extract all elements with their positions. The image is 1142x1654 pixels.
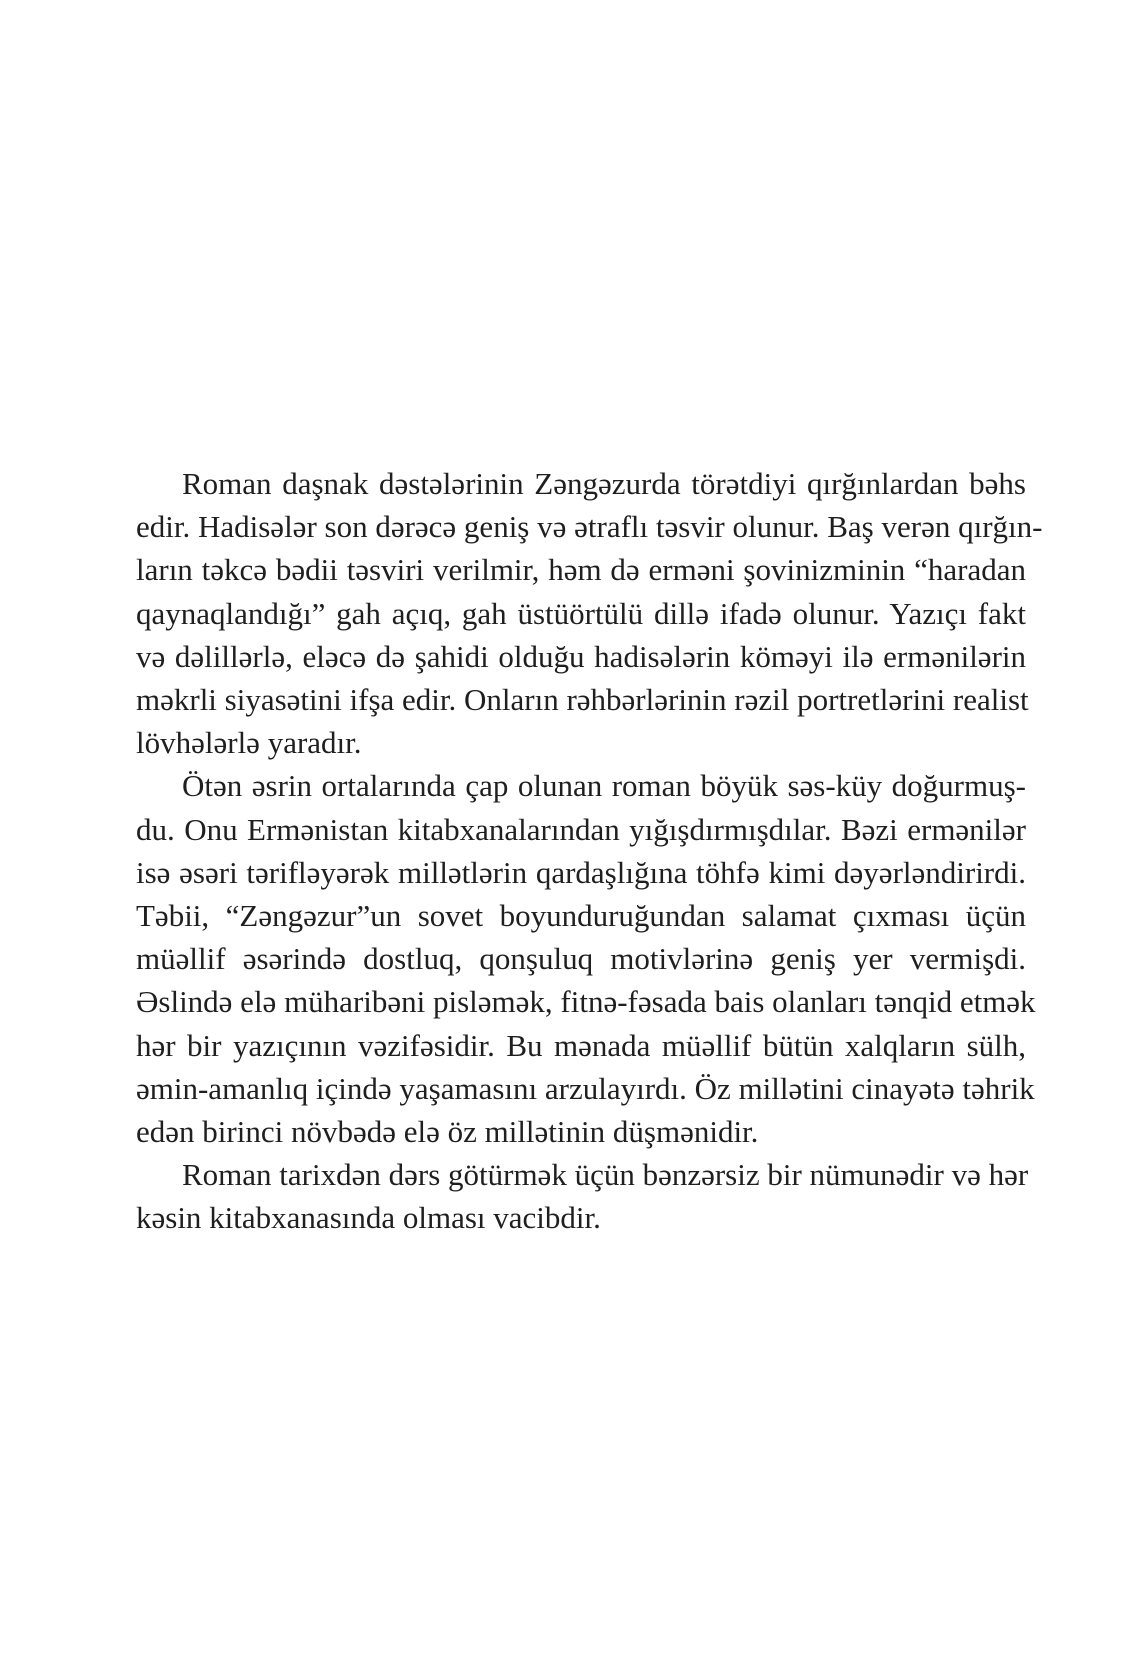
paragraph-3	[136, 1153, 1029, 1239]
text-line: lövhələrlə yaradır.	[136, 725, 362, 761]
text-line: və dəlillərlə, eləcə də şahidi olduğu hadisələrin köməyi ilə ermənilərin	[136, 638, 1026, 674]
text-line: du. Onu Ermənistan kitabxanalarından yığışdırmışdılar. Bəzi ermənilər	[136, 811, 1026, 847]
text-line: qaynaqlandığı” gah açıq, gah üstüörtülü dillə ifadə olunur. Yazıçı fakt	[136, 595, 1026, 631]
text-line: Roman tarixdən dərs götürmək üçün bənzərsiz bir nümunədir və hər	[182, 1157, 1029, 1193]
text-line: Təbii, “Zəngəzur”un sovet boyunduruğundan salamat çıxması üçün	[136, 898, 1026, 934]
paragraph-1	[136, 462, 1043, 764]
text-line: hər bir yazıçının vəzifəsidir. Bu mənada müəllif bütün xalqların sülh,	[136, 1027, 1026, 1063]
body-text	[136, 462, 1043, 1240]
text-line: Ötən əsrin ortalarında çap olunan roman böyük səs-küy doğurmuş-	[182, 768, 1026, 804]
text-line: məkrli siyasətini ifşa edir. Onların rəhbərlərinin rəzil portretlərini realist	[136, 682, 1029, 718]
text-line: əmin-amanlıq içində yaşamasını arzulayırdı. Öz millətini cinayətə təhrik	[136, 1070, 1035, 1106]
text-line: Roman daşnak dəstələrinin Zəngəzurda törətdiyi qırğınlardan bəhs	[182, 466, 1026, 501]
text-line: edən birinci növbədə elə öz millətinin düşmənidir.	[136, 1114, 759, 1150]
paragraph-2	[136, 764, 1036, 1153]
text-line: Əslində elə müharibəni pisləmək, fitnə-fəsada bais olanları tənqid etmək	[136, 984, 1036, 1020]
text-line: ların təkcə bədii təsviri verilmir, həm də erməni şovinizminin “haradan	[136, 552, 1026, 588]
text-line: müəllif əsərində dostluq, qonşuluq motivlərinə geniş yer vermişdi.	[136, 941, 1026, 977]
text-line: edir. Hadisələr son dərəcə geniş və ətraflı təsvir olunur. Baş verən qırğın-	[136, 509, 1043, 545]
text-line: isə əsəri tərifləyərək millətlərin qardaşlığına töhfə kimi dəyərləndirirdi.	[136, 854, 1026, 890]
text-line: kəsin kitabxanasında olması vacibdir.	[136, 1200, 601, 1236]
